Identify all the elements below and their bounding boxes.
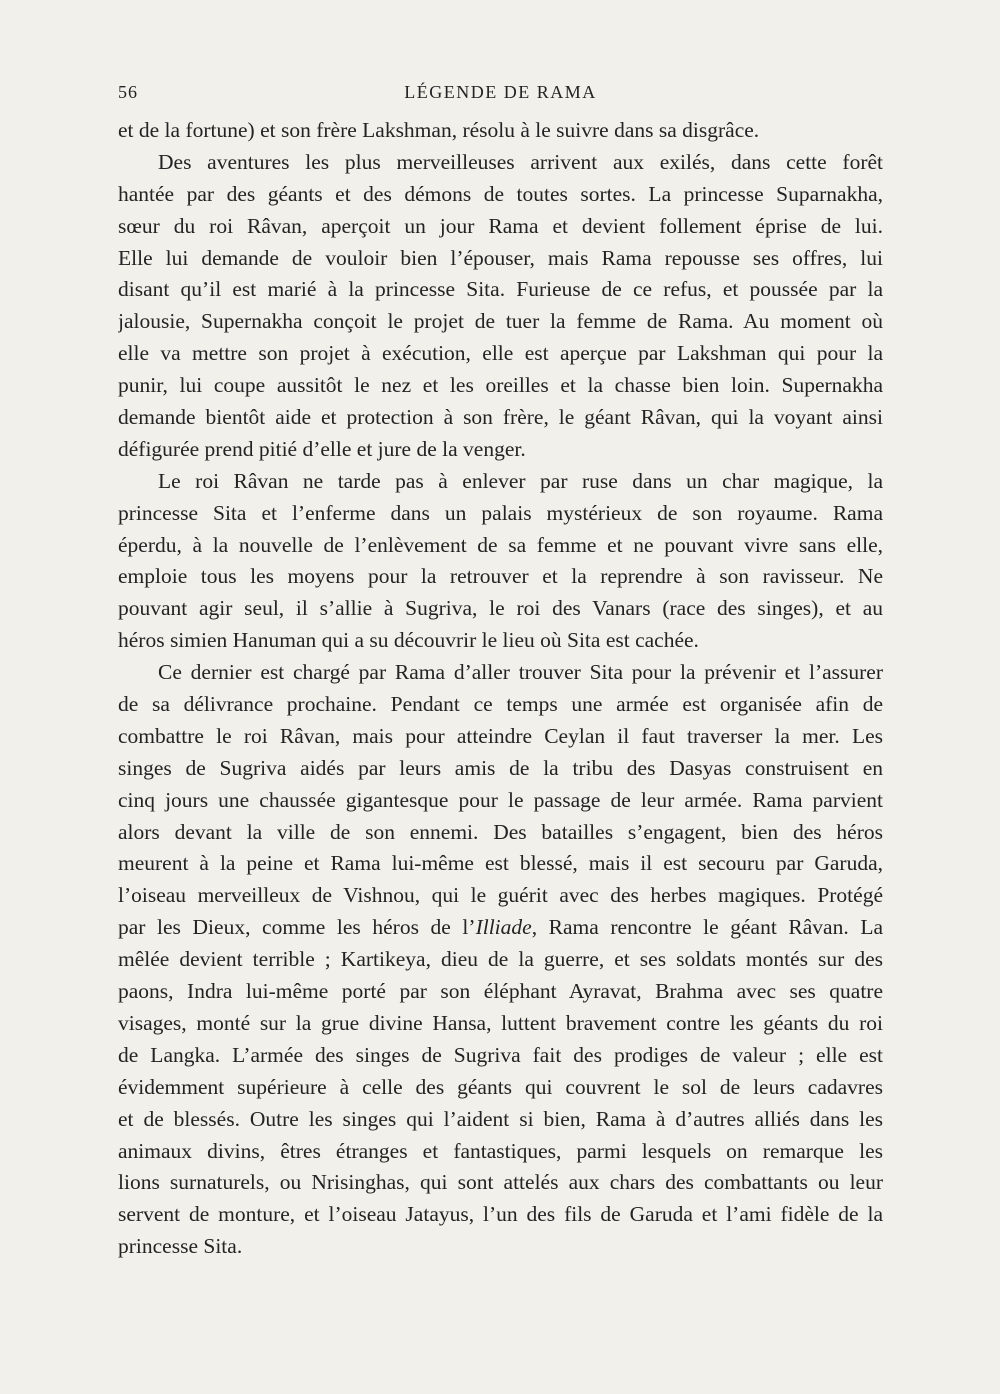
text-line: évidemment supérieure à celle des géants qui couvrent le sol de leurs cadavres xyxy=(118,1074,883,1099)
text-line: disant qu’il est marié à la princesse Sita. Furieuse de ce refus, et poussée par la xyxy=(118,277,883,302)
running-title: LÉGENDE DE RAMA xyxy=(404,82,597,102)
text-line: lions surnaturels, ou Nrisinghas, qui sont attelés aux chars des combattants ou leur xyxy=(118,1170,883,1195)
work-title: Illiade xyxy=(475,915,532,940)
text-line: pouvant agir seul, il s’allie à Sugriva, le roi des Vanars (race des singes), et au xyxy=(118,596,883,621)
text-line: Des aventures les plus merveilleuses arrivent aux exilés, dans cette forêt xyxy=(158,149,883,174)
text-line: jalousie, Supernakha conçoit le projet de tuer la femme de Rama. Au moment où xyxy=(118,309,883,334)
text-line: et de la fortune) et son frère Lakshman, résolu à le suivre dans sa disgrâce. xyxy=(118,118,760,142)
text-line: et de blessés. Outre les singes qui l’aident si bien, Rama à d’autres alliés dans les xyxy=(118,1106,883,1131)
text-line: elle va mettre son projet à exécution, elle est aperçue par Lakshman qui pour la xyxy=(118,341,883,366)
text-line: demande bientôt aide et protection à son frère, le géant Râvan, qui la voyant ainsi xyxy=(118,405,883,430)
text-line: Ce dernier est chargé par Rama d’aller trouver Sita pour la prévenir et l’assurer xyxy=(158,660,883,685)
paragraph xyxy=(118,466,883,657)
text-line: sœur du roi Râvan, aperçoit un jour Rama et devient follement éprise de lui. xyxy=(118,213,883,238)
text-line: hantée par des géants et des démons de toutes sortes. La princesse Suparnakha, xyxy=(118,181,883,206)
text-line: mêlée devient terrible ; Kartikeya, dieu de la guerre, et ses soldats montés sur des xyxy=(118,947,883,972)
paragraph xyxy=(118,147,883,466)
text-line: cinq jours une chaussée gigantesque pour le passage de leur armée. Rama parvient xyxy=(118,787,883,812)
body-text xyxy=(118,115,883,1263)
text-line: par les Dieux, comme les héros de l’Illiade, Rama rencontre le géant Râvan. La xyxy=(118,915,883,940)
text-line: l’oiseau merveilleux de Vishnou, qui le guérit avec des herbes magiques. Protégé xyxy=(118,883,883,908)
text-line: paons, Indra lui-même porté par son éléphant Ayravat, Brahma avec ses quatre xyxy=(118,979,883,1004)
text-line: meurent à la peine et Rama lui-même est blessé, mais il est secouru par Garuda, xyxy=(118,851,883,876)
text-line: emploie tous les moyens pour la retrouver et la reprendre à son ravisseur. Ne xyxy=(118,564,883,589)
text-line: animaux divins, êtres étranges et fantastiques, parmi lesquels on remarque les xyxy=(118,1138,883,1163)
text-line: éperdu, à la nouvelle de l’enlèvement de sa femme et ne pouvant vivre sans elle, xyxy=(118,532,883,557)
text-line: de Langka. L’armée des singes de Sugriva fait des prodiges de valeur ; elle est xyxy=(118,1042,883,1067)
text-line: princesse Sita. xyxy=(118,1234,243,1259)
text-line: punir, lui coupe aussitôt le nez et les oreilles et la chasse bien loin. Supernakha xyxy=(118,373,883,398)
paragraph xyxy=(118,657,883,1263)
text-line: servent de monture, et l’oiseau Jatayus, l’un des fils de Garuda et l’ami fidèle de la xyxy=(118,1202,883,1227)
text-line: de sa délivrance prochaine. Pendant ce temps une armée est organisée afin de xyxy=(118,692,883,717)
text-line: singes de Sugriva aidés par leurs amis de la tribu des Dasyas construisent en xyxy=(118,755,883,780)
text-line: Elle lui demande de vouloir bien l’épouser, mais Rama repousse ses offres, lui xyxy=(118,245,883,270)
text-line: combattre le roi Râvan, mais pour atteindre Ceylan il faut traverser la mer. Les xyxy=(118,723,883,748)
paragraph xyxy=(118,115,883,147)
text-line: héros simien Hanuman qui a su découvrir le lieu où Sita est cachée. xyxy=(118,628,699,653)
text-line: défigurée prend pitié d’elle et jure de la venger. xyxy=(118,436,526,461)
running-head xyxy=(118,82,883,108)
text-line: alors devant la ville de son ennemi. Des batailles s’engagent, bien des héros xyxy=(118,819,883,844)
text-line: visages, monté sur la grue divine Hansa, luttent bravement contre les géants du roi xyxy=(118,1010,883,1035)
page-number: 56 xyxy=(118,82,138,102)
text-line: princesse Sita et l’enferme dans un palais mystérieux de son royaume. Rama xyxy=(118,500,883,525)
text-line: Le roi Râvan ne tarde pas à enlever par ruse dans un char magique, la xyxy=(158,468,883,493)
